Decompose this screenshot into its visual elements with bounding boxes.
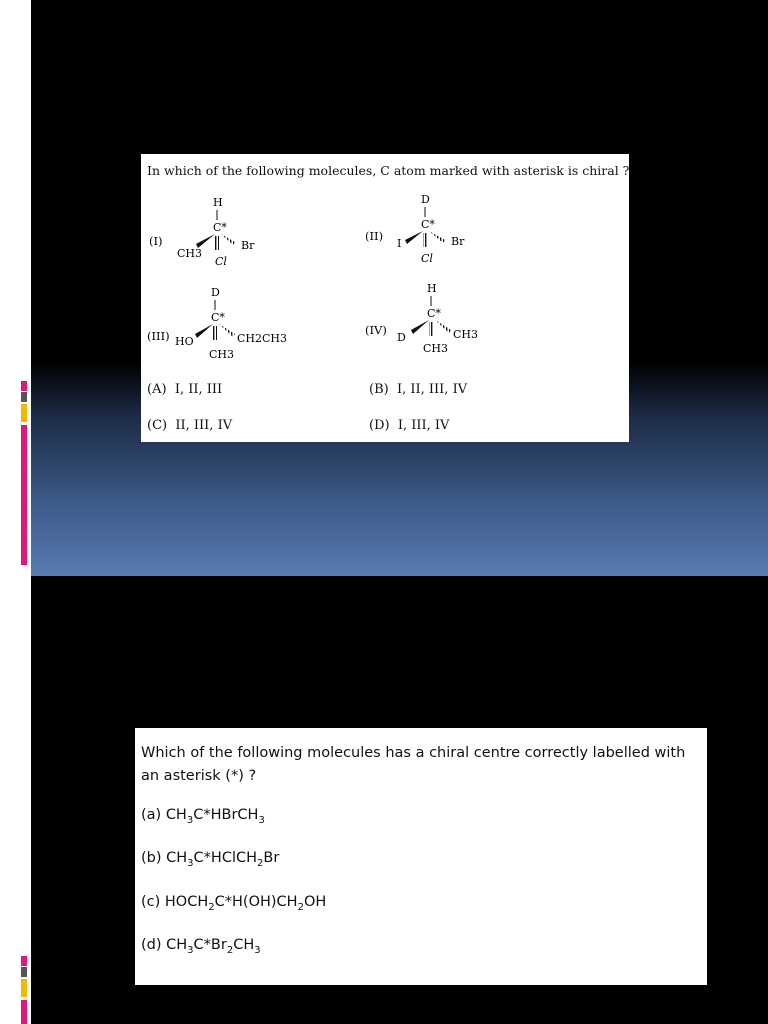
- formula: $CH_3C*Br_2CH_3$: [166, 937, 261, 956]
- atom-bottom: CH3: [423, 342, 449, 355]
- molecule-label: (II): [365, 229, 384, 243]
- grey-accent-mark: [21, 392, 27, 402]
- grey-accent-mark: [21, 967, 27, 977]
- atom-right: Br: [241, 239, 255, 252]
- atom-left: HO: [175, 335, 194, 348]
- molecule-3: [147, 286, 287, 361]
- formula: $CH_3C*HBrCH_3$: [165, 807, 265, 826]
- molecule-structures: [141, 190, 629, 410]
- title-bars-icon: [17, 632, 29, 664]
- atom-right: CH3: [453, 328, 479, 341]
- answer-d: (d) $CH_3C*Br_2CH_3$: [141, 937, 261, 956]
- atom-top: D: [211, 286, 220, 299]
- molecule-2: [365, 193, 465, 265]
- atom-right: Br: [451, 235, 465, 248]
- answer-a: (a) $CH_3C*HBrCH_3$: [141, 807, 265, 826]
- atom-top: H: [213, 196, 223, 209]
- pink-accent-mark: [21, 956, 27, 966]
- left-margin: [0, 0, 31, 1024]
- yellow-accent-mark: [21, 404, 27, 422]
- center-atom: C*: [427, 307, 441, 320]
- atom-top: D: [421, 193, 430, 206]
- answer-b: (b) $CH_3C*HClCH_2Br$: [141, 850, 280, 869]
- molecule-label: (I): [149, 234, 163, 248]
- option-d: (D) I, III, IV: [369, 418, 450, 433]
- center-atom: C*: [213, 221, 227, 234]
- option-c: (C) II, III, IV: [147, 418, 233, 433]
- molecule-label: (IV): [365, 323, 387, 337]
- atom-bottom: Cl: [421, 252, 433, 265]
- molecule-label: (III): [147, 329, 170, 343]
- slide-2[interactable]: [31, 576, 768, 1024]
- center-atom: C*: [421, 218, 435, 231]
- atom-bottom: Cl: [215, 255, 227, 268]
- pink-accent-bar: [21, 425, 27, 565]
- option-b: (B) I, II, III, IV: [369, 382, 468, 397]
- question-card-2: [135, 728, 707, 985]
- question-card-1: [141, 154, 629, 442]
- pink-accent-bar: [21, 1000, 27, 1024]
- atom-right: CH2CH3: [237, 332, 288, 345]
- atom-left: D: [397, 331, 406, 344]
- center-atom: C*: [211, 311, 225, 324]
- formula: $HOCH_2C*H(OH)CH_2OH$: [164, 894, 327, 913]
- answer-c: (c) $HOCH_2C*H(OH)CH_2OH$: [141, 894, 327, 913]
- molecule-4: [365, 282, 478, 355]
- question-text: Which of the following molecules has a chiral centre correctly labelled with an asterisk (*) ?: [141, 745, 686, 784]
- molecule-1: [149, 196, 255, 268]
- pink-accent-mark: [21, 381, 27, 391]
- question-text: In which of the following molecules, C atom marked with asterisk is chiral ?: [147, 163, 630, 178]
- option-a: (A) I, II, III: [147, 382, 223, 397]
- atom-bottom: CH3: [209, 348, 235, 361]
- formula: $CH_3C*HClCH_2Br$: [166, 850, 280, 869]
- atom-left: I: [397, 237, 402, 250]
- slide-1[interactable]: [31, 0, 768, 576]
- atom-left: CH3: [177, 247, 203, 260]
- yellow-accent-mark: [21, 979, 27, 997]
- title-bars-icon: [17, 57, 29, 89]
- atom-top: H: [427, 282, 437, 295]
